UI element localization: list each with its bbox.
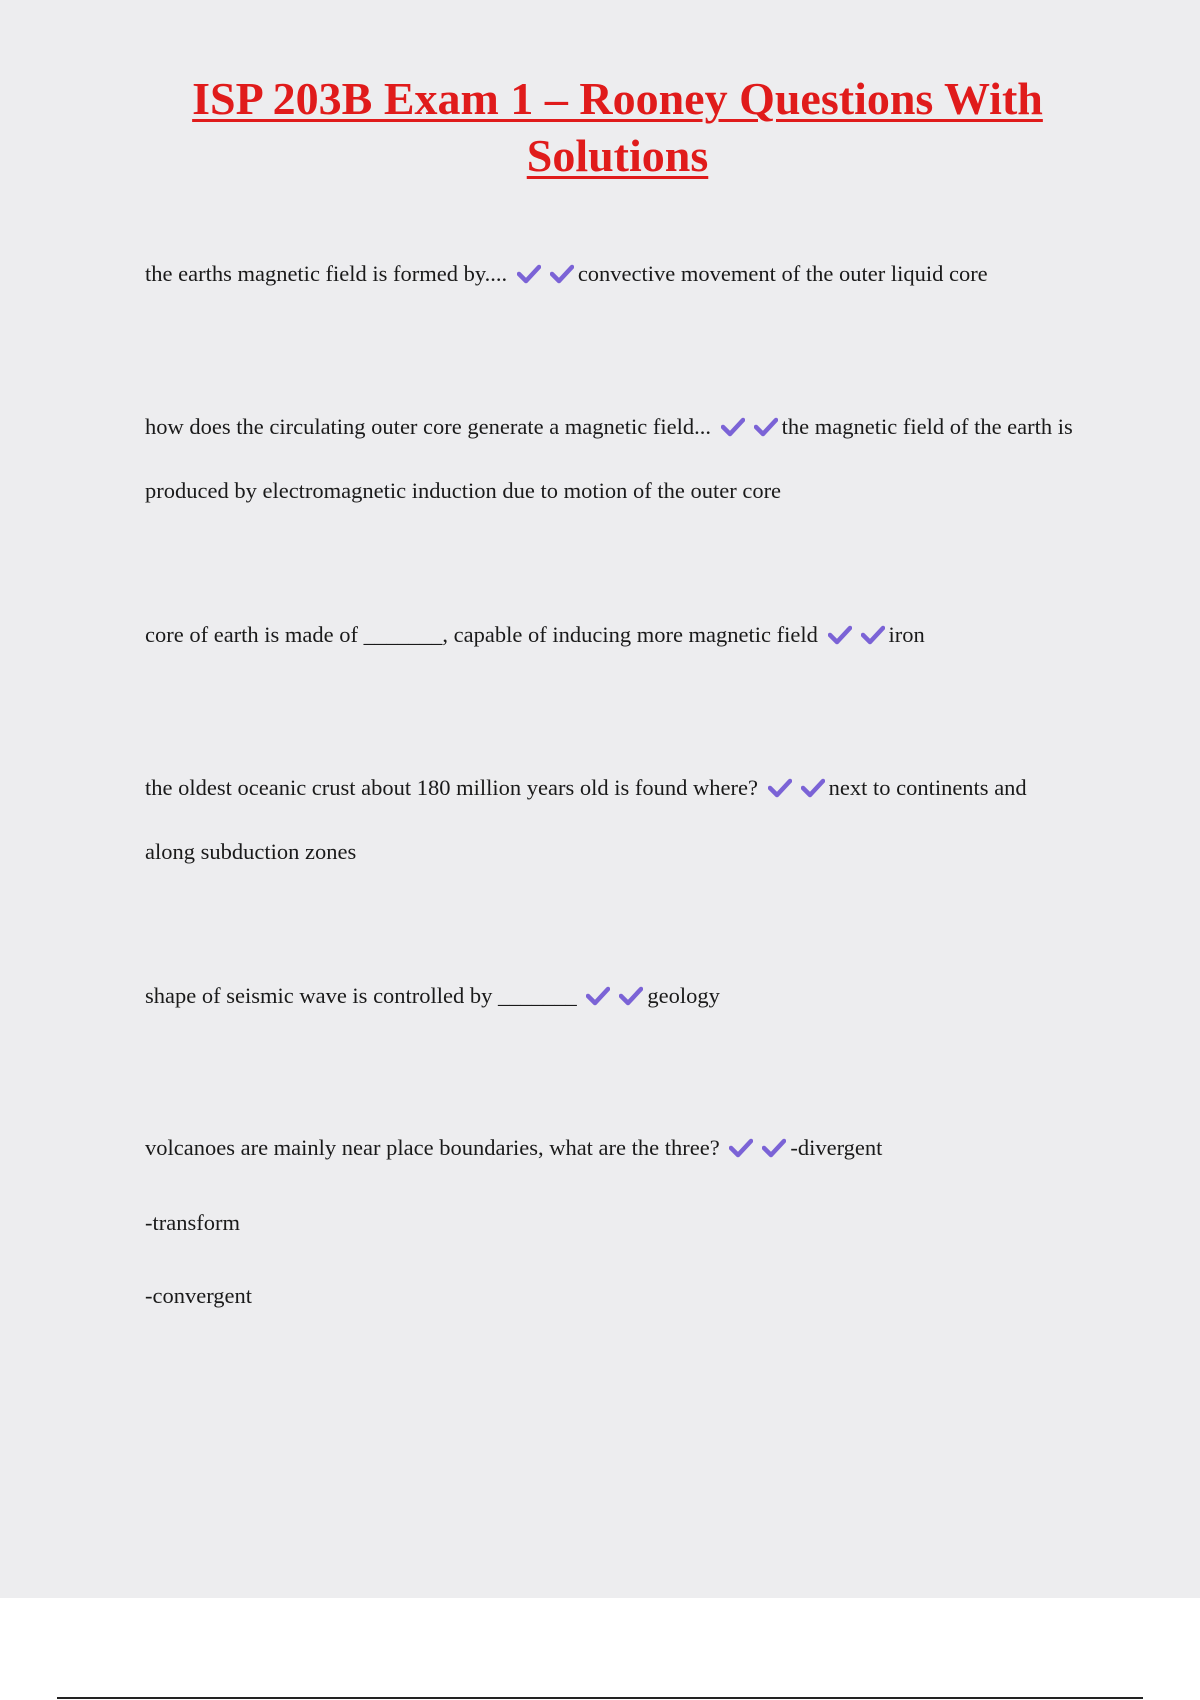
check-icon [801,778,825,798]
answer-text: the magnetic field of the earth is produced by electromagnetic induction due to motion of the outer core [145,414,1073,503]
check-icon [550,264,574,284]
answer-text: -divergent [790,1135,883,1160]
check-icon [754,417,778,437]
double-check-mark [828,607,887,668]
answer-text: next to continents and along subduction zones [145,775,1027,864]
question-text: volcanoes are mainly near place boundaries, what are the three? [145,1135,720,1160]
check-icon [768,778,792,798]
check-icon [586,986,610,1006]
footer-divider [57,1697,1143,1699]
qa-item-1 [145,243,1075,307]
check-icon [721,417,745,437]
question-text: the earths magnetic field is formed by.... [145,261,508,286]
document-title: ISP 203B Exam 1 – Rooney Questions With Solutions [192,73,1043,181]
answer-continuation: -convergent [145,1283,253,1308]
check-icon [828,625,852,645]
question-text: how does the circulating outer core generate a magnetic field... [145,414,712,439]
question-text: shape of seismic wave is controlled by _______ [145,983,577,1008]
question-text: core of earth is made of _______, capable of inducing more magnetic field [145,622,818,647]
qa-item-4 [145,757,1075,882]
double-check-mark [721,399,780,460]
check-icon [762,1138,786,1158]
answer-text: convective movement of the outer liquid core [577,261,988,286]
check-icon [729,1138,753,1158]
qa-item-3 [145,604,1075,668]
double-check-mark [517,246,576,307]
answer-text: iron [888,622,925,647]
qa-item-6 [145,1117,1075,1181]
check-icon [861,625,885,645]
qa-item-5 [145,965,1075,1029]
qa-item-2 [145,396,1075,521]
answer-text: geology [647,983,720,1008]
check-icon [619,986,643,1006]
answer-continuation: -transform [145,1210,240,1235]
double-check-mark [768,760,827,821]
check-icon [517,264,541,284]
double-check-mark [586,968,645,1029]
double-check-mark [729,1120,788,1181]
question-text: the oldest oceanic crust about 180 million years old is found where? [145,775,758,800]
